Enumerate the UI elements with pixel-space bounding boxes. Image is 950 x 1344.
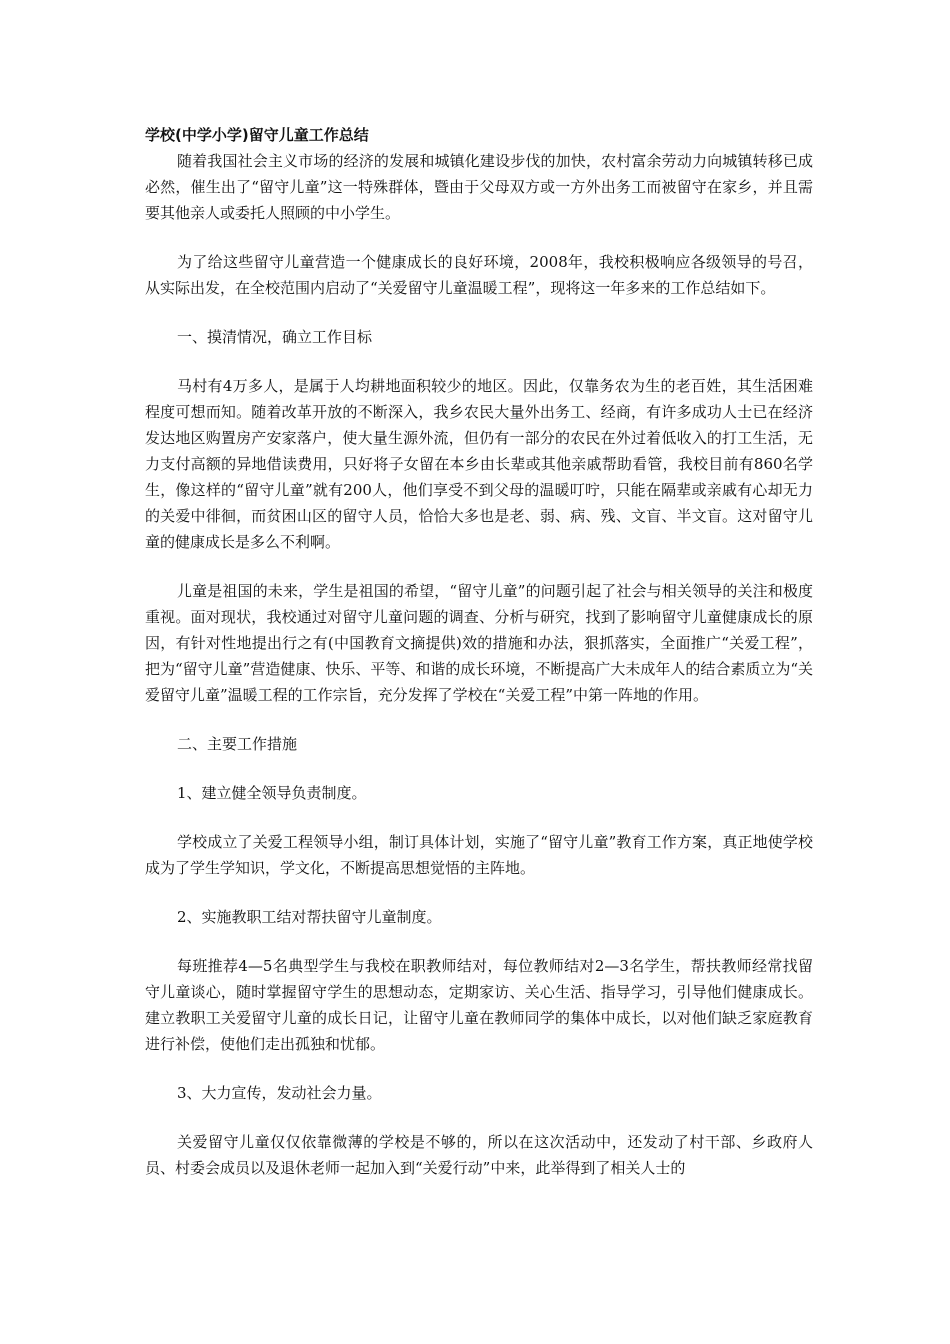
paragraph-intro: 随着我国社会主义市场的经济的发展和城镇化建设步伐的加快，农村富余劳动力向城镇转移已成必然，催生出了“留守儿童”这一特殊群体，暨由于父母双方或一方外出务工而被留守在家乡，并且需要其他亲人或委托人照顾的中小学生。 [145,152,813,222]
document-title: 学校(中学小学)留守儿童工作总结 [145,126,369,144]
subheading-3: 3、大力宣传，发动社会力量。 [177,1084,382,1102]
paragraph-measure-3: 关爱留守儿童仅仅依靠微薄的学校是不够的，所以在这次活动中，还发动了村干部、乡政府人员、村委会成员以及退休老师一起加入到“关爱行动”中来，此举得到了相关人士的 [145,1133,813,1177]
section-heading-2: 二、主要工作措施 [177,735,298,753]
section-heading-1: 一、摸清情况，确立工作目标 [177,328,373,346]
subheading-1: 1、建立健全领导负责制度。 [177,784,367,802]
paragraph-background: 为了给这些留守儿童营造一个健康成长的良好环境，2008年，我校积极响应各级领导的号召，从实际出发，在全校范围内启动了“关爱留守儿童温暖工程”，现将这一年多来的工作总结如下。 [145,253,813,297]
paragraph-measure-1: 学校成立了关爱工程领导小组，制订具体计划，实施了“留守儿童”教育工作方案，真正地使学校成为了学生学知识，学文化，不断提高思想觉悟的主阵地。 [145,833,813,877]
paragraph-measure-2: 每班推荐4—5名典型学生与我校在职教师结对，每位教师结对2—3名学生，帮扶教师经常找留守儿童谈心，随时掌握留守学生的思想动态，定期家访、关心生活、指导学习，引导他们健康成长。建立教职工关爱留守儿童的成长日记，让留守儿童在教师同学的集体中成长，以对他们缺乏家庭教育进行补偿，使他们走出孤独和忧郁。 [145,957,813,1053]
subheading-2: 2、实施教职工结对帮扶留守儿童制度。 [177,908,442,926]
paragraph-situation: 马村有4万多人，是属于人均耕地面积较少的地区。因此，仅靠务农为生的老百姓，其生活困难程度可想而知。随着改革开放的不断深入，我乡农民大量外出务工、经商，有许多成功人士已在经济发达地区购置房产安家落户，使大量生源外流，但仍有一部分的农民在外过着低收入的打工生活，无力支付高额的异地借读费用，只好将子女留在本乡由长辈或其他亲戚帮助看管，我校目前有860名学生，像这样的“留守儿童”就有200人，他们享受不到父母的温暖叮咛，只能在隔辈或亲戚有心却无力的关爱中徘徊，而贫困山区的留守人员，恰恰大多也是老、弱、病、残、文盲、半文盲。这对留守儿童的健康成长是多么不利啊。 [145,377,813,551]
paragraph-goal: 儿童是祖国的未来，学生是祖国的希望，“留守儿童”的问题引起了社会与相关领导的关注和极度重视。面对现状，我校通过对留守儿童问题的调查、分析与研究，找到了影响留守儿童健康成长的原因，有针对性地提出行之有(中国教育文摘提供)效的措施和办法，狠抓落实，全面推广“关爱工程”，把为“留守儿童”营造健康、快乐、平等、和谐的成长环境，不断提高广大未成年人的结合素质立为“关爱留守儿童”温暖工程的工作宗旨，充分发挥了学校在“关爱工程”中第一阵地的作用。 [145,582,814,704]
document-body [145,122,813,1181]
